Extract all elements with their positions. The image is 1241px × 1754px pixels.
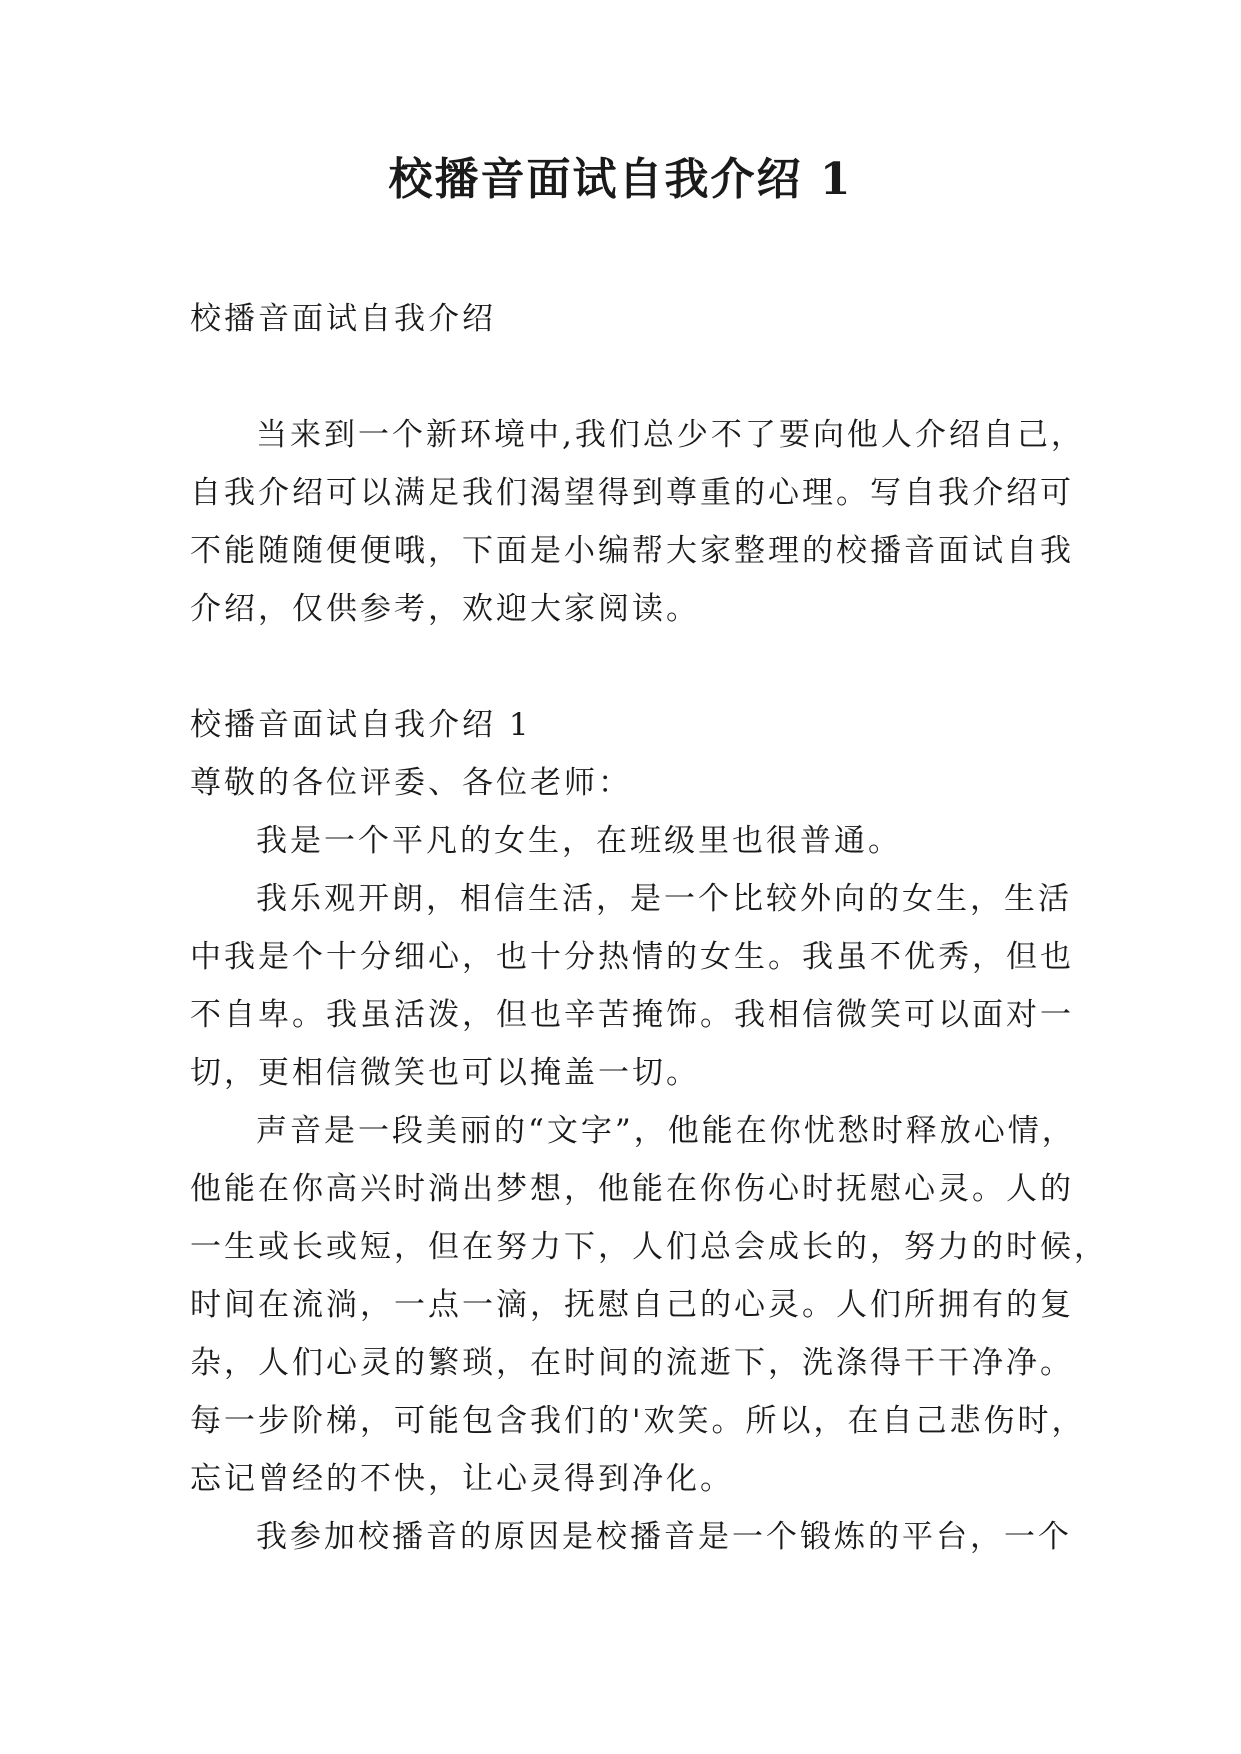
text-line: 介绍，仅供参考，欢迎大家阅读。 <box>190 591 700 627</box>
text-line: 不能随随便便哦，下面是小编帮大家整理的校播音面试自我 <box>190 533 1074 569</box>
text-line: 忘记曾经的不快，让心灵得到净化。 <box>190 1461 734 1497</box>
section-title: 校播音面试自我介绍 1 <box>190 707 532 743</box>
spacer <box>190 638 1070 696</box>
spacer <box>190 348 1070 406</box>
intro-paragraph <box>190 406 1085 638</box>
text-line: 不自卑。我虽活泼，但也辛苦掩饰。我相信微笑可以面对一 <box>190 997 1074 1033</box>
text-line: 我参加校播音的原因是校播音是一个锻炼的平台，一个 <box>256 1519 1072 1555</box>
text-line: 杂，人们心灵的繁琐，在时间的流逝下，洗涤得干干净净。 <box>190 1345 1074 1381</box>
text-line: 他能在你高兴时淌出梦想，他能在你伤心时抚慰心灵。人的 <box>190 1171 1074 1207</box>
text-line: 每一步阶梯，可能包含我们的'欢笑。所以，在自己悲伤时， <box>190 1403 1086 1439</box>
text-line: 我乐观开朗，相信生活，是一个比较外向的女生，生活 <box>256 881 1072 917</box>
document-body <box>190 290 1108 1566</box>
text-line: 自我介绍可以满足我们渴望得到尊重的心理。写自我介绍可 <box>190 475 1074 511</box>
text-line: 时间在流淌，一点一滴，抚慰自己的心灵。人们所拥有的复 <box>190 1287 1074 1323</box>
text-line: 我是一个平凡的女生，在班级里也很普通。 <box>256 823 902 859</box>
paragraph-1 <box>190 812 1070 870</box>
text-line: 当来到一个新环境中,我们总少不了要向他人介绍自己， <box>256 417 1085 453</box>
subtitle: 校播音面试自我介绍 <box>190 301 496 337</box>
salutation: 尊敬的各位评委、各位老师： <box>190 765 632 801</box>
text-line: 声音是一段美丽的“文字”，他能在你忧愁时释放心情， <box>256 1113 1076 1149</box>
text-line: 一生或长或短，但在努力下，人们总会成长的，努力的时候， <box>190 1229 1108 1265</box>
paragraph-3 <box>190 1102 1108 1508</box>
text-line: 中我是个十分细心，也十分热情的女生。我虽不优秀，但也 <box>190 939 1074 975</box>
paragraph-2 <box>190 870 1074 1102</box>
text-line: 切，更相信微笑也可以掩盖一切。 <box>190 1055 700 1091</box>
document-title: 校播音面试自我介绍 1 <box>388 154 853 205</box>
paragraph-4 <box>190 1508 1070 1566</box>
